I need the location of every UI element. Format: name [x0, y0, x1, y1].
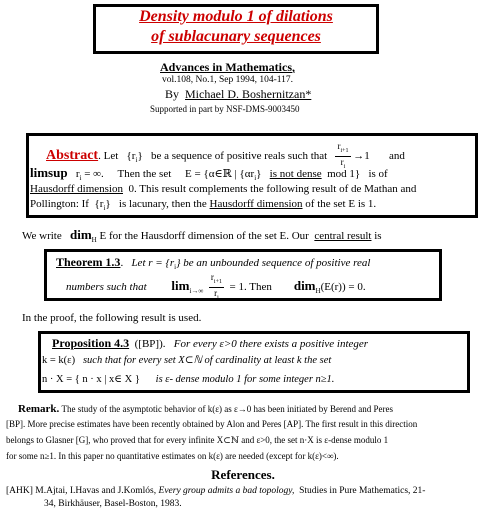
abstract-heading: Abstract — [46, 147, 99, 163]
abstract-line-4: Pollington: If $\{r_i\}$ is lacunary, then the Hausdorff dimension of the set E is 1. — [30, 198, 377, 213]
theorem-line-1: Theorem 1.3. Let $r = \{r_i\}$ be an unbounded sequence of positive real — [56, 255, 371, 272]
abstract-line-1: Abstract. Let $\{r_i\}$ be a sequence of positive reals such that $\frac{r_{i+1}}{r_i}$ →1 and — [46, 141, 405, 170]
theorem-ratio-fraction: $\frac{r_{i+1}}{r_i}$ — [210, 272, 222, 301]
theorem-label: Theorem 1.3 — [56, 255, 121, 269]
support-note: Supported in part by NSF-DMS-9003450 — [150, 104, 300, 114]
author-name: Michael D. Boshernitzan* — [185, 87, 312, 101]
abstract-line-3: Hausdorff dimension 0. This result complements the following result of de Mathan and — [30, 183, 417, 195]
paper-title-line1: Density modulo 1 of dilations — [139, 8, 333, 25]
proof-line: In the proof, the following result is used. — [22, 312, 202, 324]
paper-title-line2: of sublacunary sequences — [151, 28, 321, 45]
abstract-line-2: limsup $r_i$ = ∞. Then the set E = {α∈ℝ | $\{\alpha r_i\}$ is not dense mod 1} is of — [30, 165, 388, 183]
by-label: By — [165, 87, 180, 101]
theorem-line-2: numbers such that $\lim_{i\to\infty}$ $\frac{r_{i+1}}{r_i}$ = 1. Then dim$_H$(E(r)) = 0. — [66, 272, 366, 301]
references-heading: References. — [211, 467, 275, 482]
ratio-fraction: $\frac{r_{i+1}}{r_i}$ — [337, 141, 349, 170]
proposition-line-3: n · X = { n · x | x∈ X } is ε- dense modulo 1 for some integer n≥1. — [42, 374, 335, 385]
author-line — [165, 87, 311, 102]
journal-name: Advances in Mathematics, — [160, 60, 295, 74]
reference-ahk-line-2: 34, Birkhäuser, Basel-Boston, 1983. — [44, 499, 182, 509]
proposition-line-1: Proposition 4.3 ([BP]). For every ε>0 there exists a positive integer — [52, 336, 369, 350]
remark-label: Remark. — [18, 403, 60, 415]
remark-line-1: Remark. The study of the asymptotic behavior of k(ε) as ε→0 has been initiated by Berend and Peres — [18, 403, 393, 415]
proposition-line-2: k = k(ε) such that for every set X⊂ℕ of cardinality at least k the set — [42, 355, 332, 366]
proposition-label: Proposition 4.3 — [52, 336, 130, 350]
we-write-line: We write dim$_H$ E for the Hausdorff dimension of the set E. Our central result is — [22, 227, 382, 245]
remark-line-4: for some n≥1. In this paper no quantitative estimates on k(ε) are needed (except for k(ε)<∞). — [6, 451, 339, 461]
remark-line-2: [BP]. More precise estimates have been recently obtained by Alon and Peres [AP]. The first result in this direction — [6, 419, 418, 429]
remark-line-3: belongs to Glasner [G], who proved that for every infinite X⊂ℕ and ε>0, the set n·X is ε-dense modulo 1 — [6, 435, 389, 445]
journal-volume: vol.108, No.1, Sep 1994, 104-117. — [162, 75, 294, 85]
reference-ahk-line-1: [AHK] M.Ajtai, I.Havas and J.Komlós, Every group admits a bad topology, Studies in Pure Mathematics, 21- — [6, 486, 426, 496]
